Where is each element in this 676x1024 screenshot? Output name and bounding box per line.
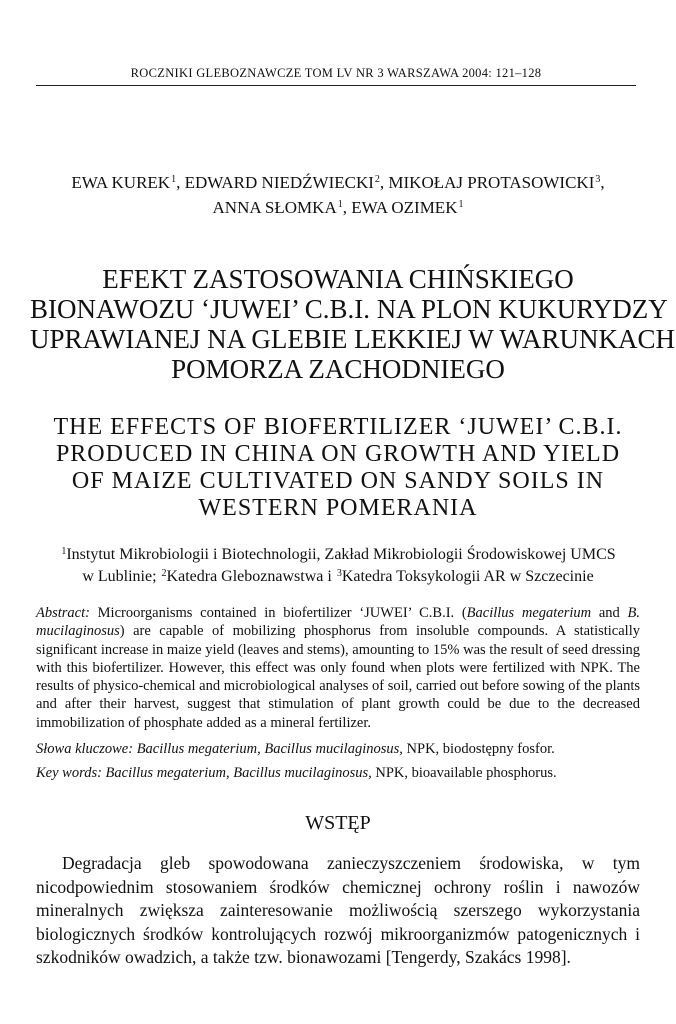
affiliation-text: Instytut Mikrobiologii i Biotechnologii, Zakład Mikrobiologii Środowiskowej UMCS bbox=[66, 546, 616, 563]
title-line: UPRAWIANEJ NA GLEBIE LEKKIEJ W WARUNKACH bbox=[30, 324, 676, 354]
section-heading: WSTĘP bbox=[305, 812, 371, 834]
affiliation-mark: 1 bbox=[171, 174, 177, 185]
affiliation-line-1 bbox=[36, 544, 640, 566]
author-name: MIKOŁAJ PROTASOWICKI bbox=[388, 173, 595, 192]
abstract-text: and bbox=[591, 605, 628, 621]
author-separator: , bbox=[176, 173, 185, 192]
author-list bbox=[36, 170, 640, 220]
keywords-italic: Bacillus megaterium, Bacillus mucilaginosus, bbox=[101, 765, 372, 782]
affiliation-mark: 3 bbox=[336, 568, 342, 579]
abstract bbox=[36, 604, 640, 732]
title-line: BIONAWOZU ‘JUWEI’ C.B.I. NA PLON KUKURYDZY bbox=[30, 294, 668, 324]
title-line: WESTERN POMERANIA bbox=[198, 495, 478, 521]
affiliation-mark: 1 bbox=[337, 199, 343, 210]
title-english bbox=[40, 414, 636, 522]
keywords-italic: Bacillus megaterium, Bacillus mucilaginosus, bbox=[133, 741, 403, 758]
affiliation-text: w Lublinie; bbox=[82, 568, 161, 585]
affiliation-mark: 1 bbox=[458, 199, 464, 210]
author-name: ANNA SŁOMKA bbox=[212, 198, 337, 217]
species-name: Bacillus megaterium bbox=[466, 605, 592, 621]
title-line: EFEKT ZASTOSOWANIA CHIŃSKIEGO bbox=[102, 264, 574, 294]
affiliation-text: Katedra Toksykologii AR w Szczecinie bbox=[341, 568, 594, 585]
abstract-text: ) are capable of mobilizing phosphorus from insoluble compounds. A statistically significant increase in maize yield (leaves and stems), amounting to 15% was the result of seed dressing with this biofertilizer. However, this effect was only found when plots were fertilized with NPK. The results of physico-chemical and microbiological analyses of soil, carried out before sowing of the plants and after their harvest, suggest that stimulation of plant growth could be due to the decreased immobilization of phosphate added as a mineral fertilizer. bbox=[36, 623, 640, 731]
author-separator: , bbox=[342, 198, 352, 217]
title-polish bbox=[30, 264, 676, 384]
keywords-english bbox=[36, 764, 640, 782]
author-separator: , bbox=[600, 173, 605, 192]
keywords-text: NPK, bioavailable phosphorus. bbox=[371, 765, 557, 782]
body-paragraph: Degradacja gleb spowodowana zanieczyszczeniem środowiska, w tym nicodpowiednim stosowaniem środków chemicznej ochrony roślin i nawozów mineralnych zwiększa zainteresowanie możliwością szerszego wykorzystania biologicznych środków kontrolujących rozwój mikroorganizmów patogenicznych i szkodników owadzich, a także tzw. bionawozami [Tengerdy, Szakács 1998]. bbox=[36, 853, 640, 967]
author-name: EDWARD NIEDŹWIECKI bbox=[184, 173, 374, 192]
affiliation-mark: 2 bbox=[161, 568, 167, 579]
keywords-label: Key words: bbox=[36, 765, 102, 782]
title-line: PRODUCED IN CHINA ON GROWTH AND YIELD bbox=[55, 441, 621, 467]
affiliation-line-2 bbox=[36, 566, 640, 588]
keywords-label: Słowa kluczowe: bbox=[36, 741, 134, 758]
author-line-2 bbox=[36, 195, 640, 220]
affiliation-mark: 2 bbox=[374, 174, 380, 185]
title-line: POMORZA ZACHODNIEGO bbox=[171, 354, 505, 384]
abstract-label: Abstract: bbox=[36, 605, 90, 621]
title-line: OF MAIZE CULTIVATED ON SANDY SOILS IN bbox=[71, 468, 605, 494]
abstract-text: Microorganisms contained in biofertilizer ‘JUWEI’ C.B.I. ( bbox=[89, 605, 467, 621]
running-head: ROCZNIKI GLEBOZNAWCZE TOM LV NR 3 WARSZAWA 2004: 121–128 bbox=[36, 66, 636, 86]
author-name: EWA OZIMEK bbox=[351, 198, 458, 217]
keywords-text: NPK, biodostępny fosfor. bbox=[402, 741, 555, 758]
affiliation-text: Katedra Gleboznawstwa i bbox=[166, 568, 336, 585]
author-line-1 bbox=[36, 170, 640, 195]
affiliation-mark: 3 bbox=[595, 174, 601, 185]
affiliation-mark: 1 bbox=[61, 546, 67, 557]
affiliations bbox=[36, 544, 640, 588]
title-line: THE EFFECTS OF BIOFERTILIZER ‘JUWEI’ C.B.I. bbox=[53, 414, 623, 440]
abstract-block bbox=[36, 604, 640, 783]
keywords-polish bbox=[36, 740, 640, 758]
author-separator: , bbox=[379, 173, 389, 192]
species-name: B. mucilaginosus bbox=[36, 605, 640, 640]
author-name: EWA KUREK bbox=[71, 173, 171, 192]
